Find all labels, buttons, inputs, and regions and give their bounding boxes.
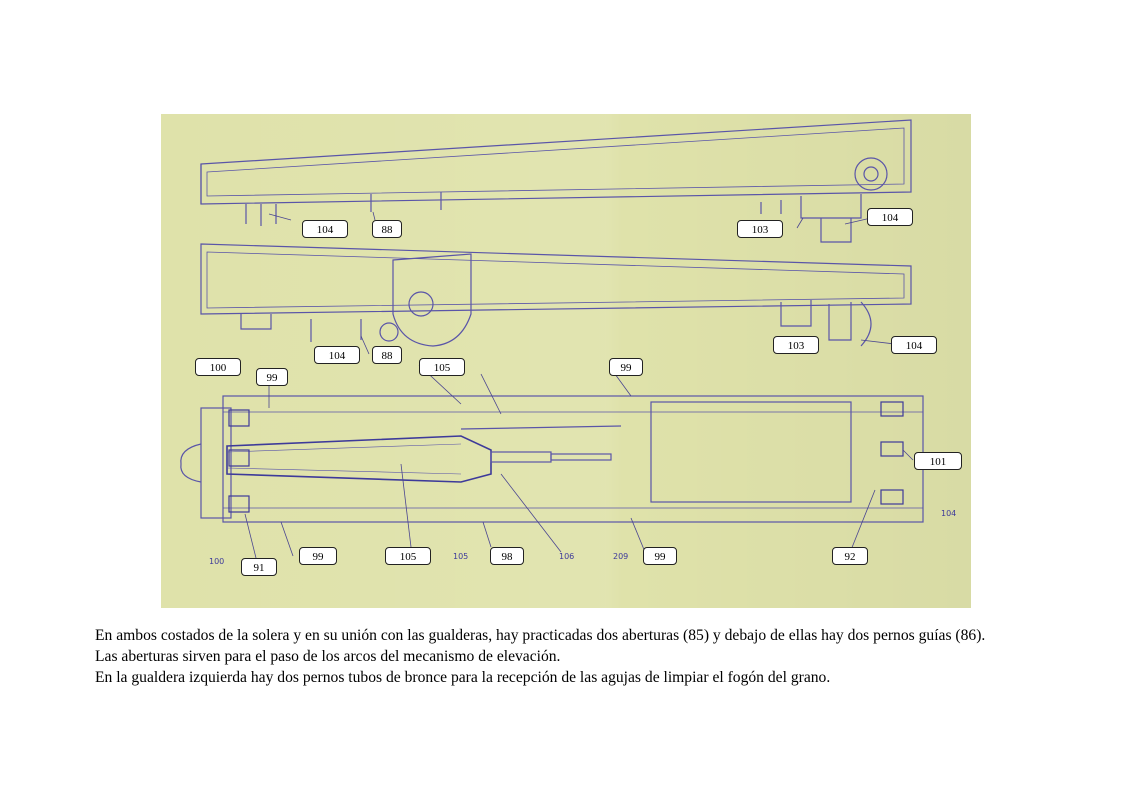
caption-line: En la gualdera izquierda hay dos pernos tubos de bronce para la recepción de las agujas de limpiar el fogón del grano. bbox=[95, 669, 831, 686]
caption-line: En ambos costados de la solera y en su unión con las gualderas, hay practicadas dos aberturas (85) y debajo de ellas hay dos pernos guías (86). bbox=[95, 627, 986, 644]
caption-line: Las aberturas sirven para el paso de los arcos del mecanismo de elevación. bbox=[95, 648, 561, 665]
callout-label: 104 bbox=[867, 208, 913, 226]
handwritten-label: 100 bbox=[209, 557, 225, 566]
callout-label: 103 bbox=[737, 220, 783, 238]
callout-label: 99 bbox=[299, 547, 337, 565]
handwritten-label: 106 bbox=[559, 552, 575, 561]
callout-label: 98 bbox=[490, 547, 524, 565]
callout-label: 88 bbox=[372, 220, 402, 238]
plan-view bbox=[181, 396, 923, 522]
callout-label: 105 bbox=[385, 547, 431, 565]
gun-carriage-blueprint bbox=[161, 114, 971, 608]
callout-label: 100 bbox=[195, 358, 241, 376]
caption-text bbox=[95, 625, 1095, 688]
callout-label: 104 bbox=[302, 220, 348, 238]
callout-label: 88 bbox=[372, 346, 402, 364]
handwritten-label: 104 bbox=[941, 509, 957, 518]
middle-side-view bbox=[201, 244, 911, 346]
handwritten-label: 105 bbox=[453, 552, 469, 561]
callout-label: 99 bbox=[609, 358, 643, 376]
callout-label: 99 bbox=[643, 547, 677, 565]
callout-label: 105 bbox=[419, 358, 465, 376]
callout-label: 103 bbox=[773, 336, 819, 354]
callout-label: 99 bbox=[256, 368, 288, 386]
callout-label: 101 bbox=[914, 452, 962, 470]
leader-lines bbox=[245, 212, 913, 562]
callout-label: 104 bbox=[891, 336, 937, 354]
handwritten-label: 209 bbox=[613, 552, 629, 561]
callout-label: 91 bbox=[241, 558, 277, 576]
callout-label: 92 bbox=[832, 547, 868, 565]
callout-label: 104 bbox=[314, 346, 360, 364]
technical-drawing-plate bbox=[161, 114, 971, 608]
